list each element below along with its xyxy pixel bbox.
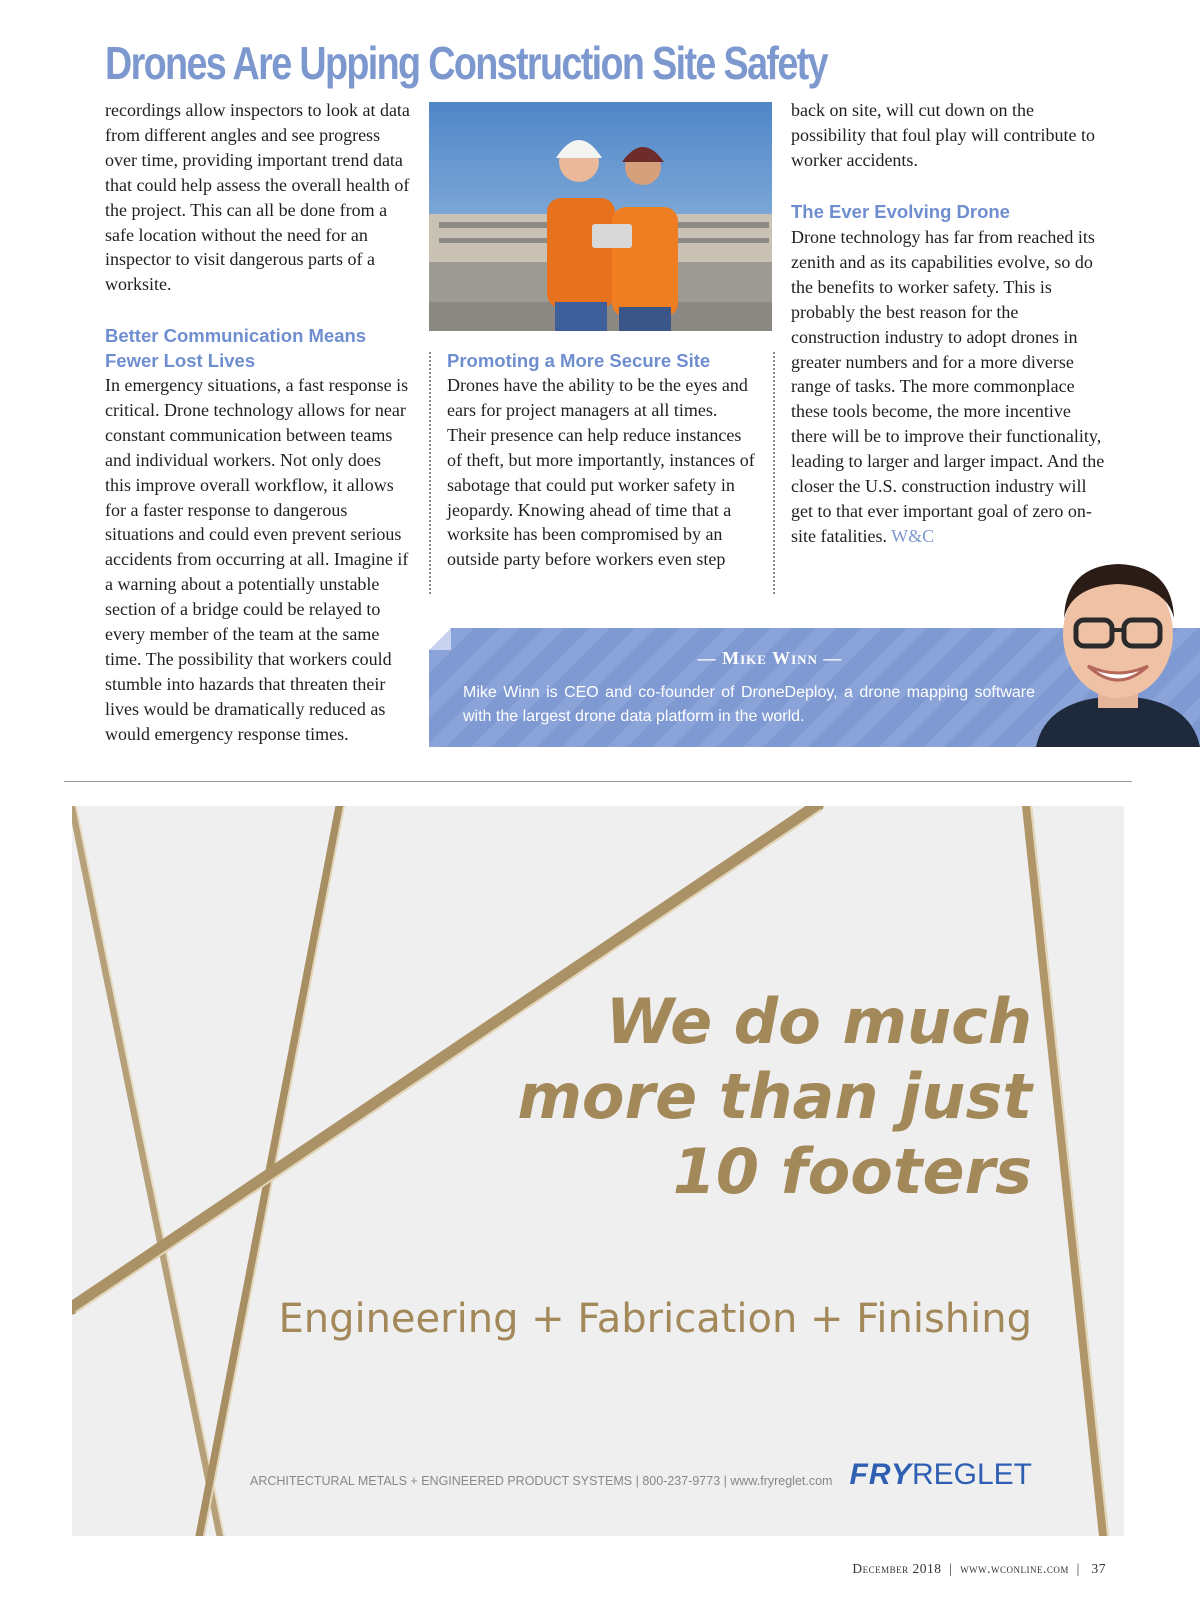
article-title: Drones Are Upping Construction Site Safety	[105, 37, 827, 89]
column2-body-text: Drones have the ability to be the eyes and ears for project managers at all times. Their presence can help reduce instances of theft, but more importantly, instances of sabotage that could put worker safety in jeopardy. Knowing ahead of time that a worksite has been compromised by an outside party before workers even step	[447, 375, 755, 570]
ad-headline-line: more than just	[517, 1060, 1032, 1133]
column-divider-left	[429, 352, 431, 594]
logo-bold-text: FRY	[849, 1458, 912, 1491]
bio-box-corner-fold	[429, 628, 451, 650]
fry-reglet-logo	[850, 1458, 1033, 1492]
logo-light-text: REGLET	[911, 1458, 1032, 1491]
column-divider-right	[773, 352, 775, 594]
author-bio-text: Mike Winn is CEO and co-founder of DroneDeploy, a drone mapping software with the largest drone data platform in the world.	[463, 684, 1035, 725]
column3-body: Drone technology has far from reached its zenith and as its capabilities evolve, so do the benefits to worker safety. This is probably the best reason for the construction industry to adopt drones in greater numbers and for a more diverse range of tasks. The more commonplace these tools become, the more incentive there will be to improve their functionality, leading to larger and larger impact. And the closer the U.S. construction industry will get to that ever important goal of zero on-site fatalities.	[791, 227, 1105, 546]
ad-contact-line: ARCHITECTURAL METALS + ENGINEERED PRODUCT SYSTEMS | 800-237-9773 | www.fryreglet.com	[250, 1474, 833, 1488]
author-headshot-photo	[1036, 548, 1200, 747]
column3-body-text	[791, 225, 1106, 549]
column3-subhead: The Ever Evolving Drone	[791, 201, 1010, 222]
page-footer: December 2018 | www.wconline.com | 37	[852, 1561, 1106, 1576]
column1-subhead: Better Communication Means Fewer Lost Lives	[105, 325, 367, 371]
column1-body-text: In emergency situations, a fast response is critical. Drone technology allows for near constant communication between teams and individual workers. Not only does this improve overall workflow, it allows for a faster response to dangerous situations and could even prevent serious accidents from occurring at all. Imagine if a warning about a potentially unstable section of a bridge could be relayed to every member of the team at the same time. The possibility that workers could stumble into hazards that threaten their lives would be dramatically reduced as would emergency response times.	[105, 375, 409, 744]
section-divider	[64, 781, 1132, 782]
ad-headline-line: We do much	[605, 985, 1032, 1058]
ad-tagline: Engineering + Fabrication + Finishing	[278, 1296, 1032, 1342]
column1-intro-text: recordings allow inspectors to look at data from different angles and see progress over time, providing important trend data that could help assess the overall health of the project. This can all be done from a safe location without the need for an inspector to visit dangerous parts of a worksite.	[105, 100, 410, 295]
construction-workers-photo	[429, 102, 772, 331]
fry-reglet-advertisement	[72, 806, 1124, 1536]
column2-subhead: Promoting a More Secure Site	[447, 350, 711, 371]
ad-headline-line: 10 footers	[672, 1135, 1032, 1208]
page-number: 37	[1091, 1561, 1106, 1576]
ad-headline	[517, 984, 1032, 1209]
footer-website: www.wconline.com	[960, 1561, 1069, 1576]
footer-issue-date: December 2018	[852, 1561, 942, 1576]
article-signoff: W&C	[891, 525, 935, 546]
column3-intro-text: back on site, will cut down on the possibility that foul play will contribute to worker accidents.	[791, 100, 1095, 170]
author-name: — Mike Winn —	[697, 648, 843, 668]
